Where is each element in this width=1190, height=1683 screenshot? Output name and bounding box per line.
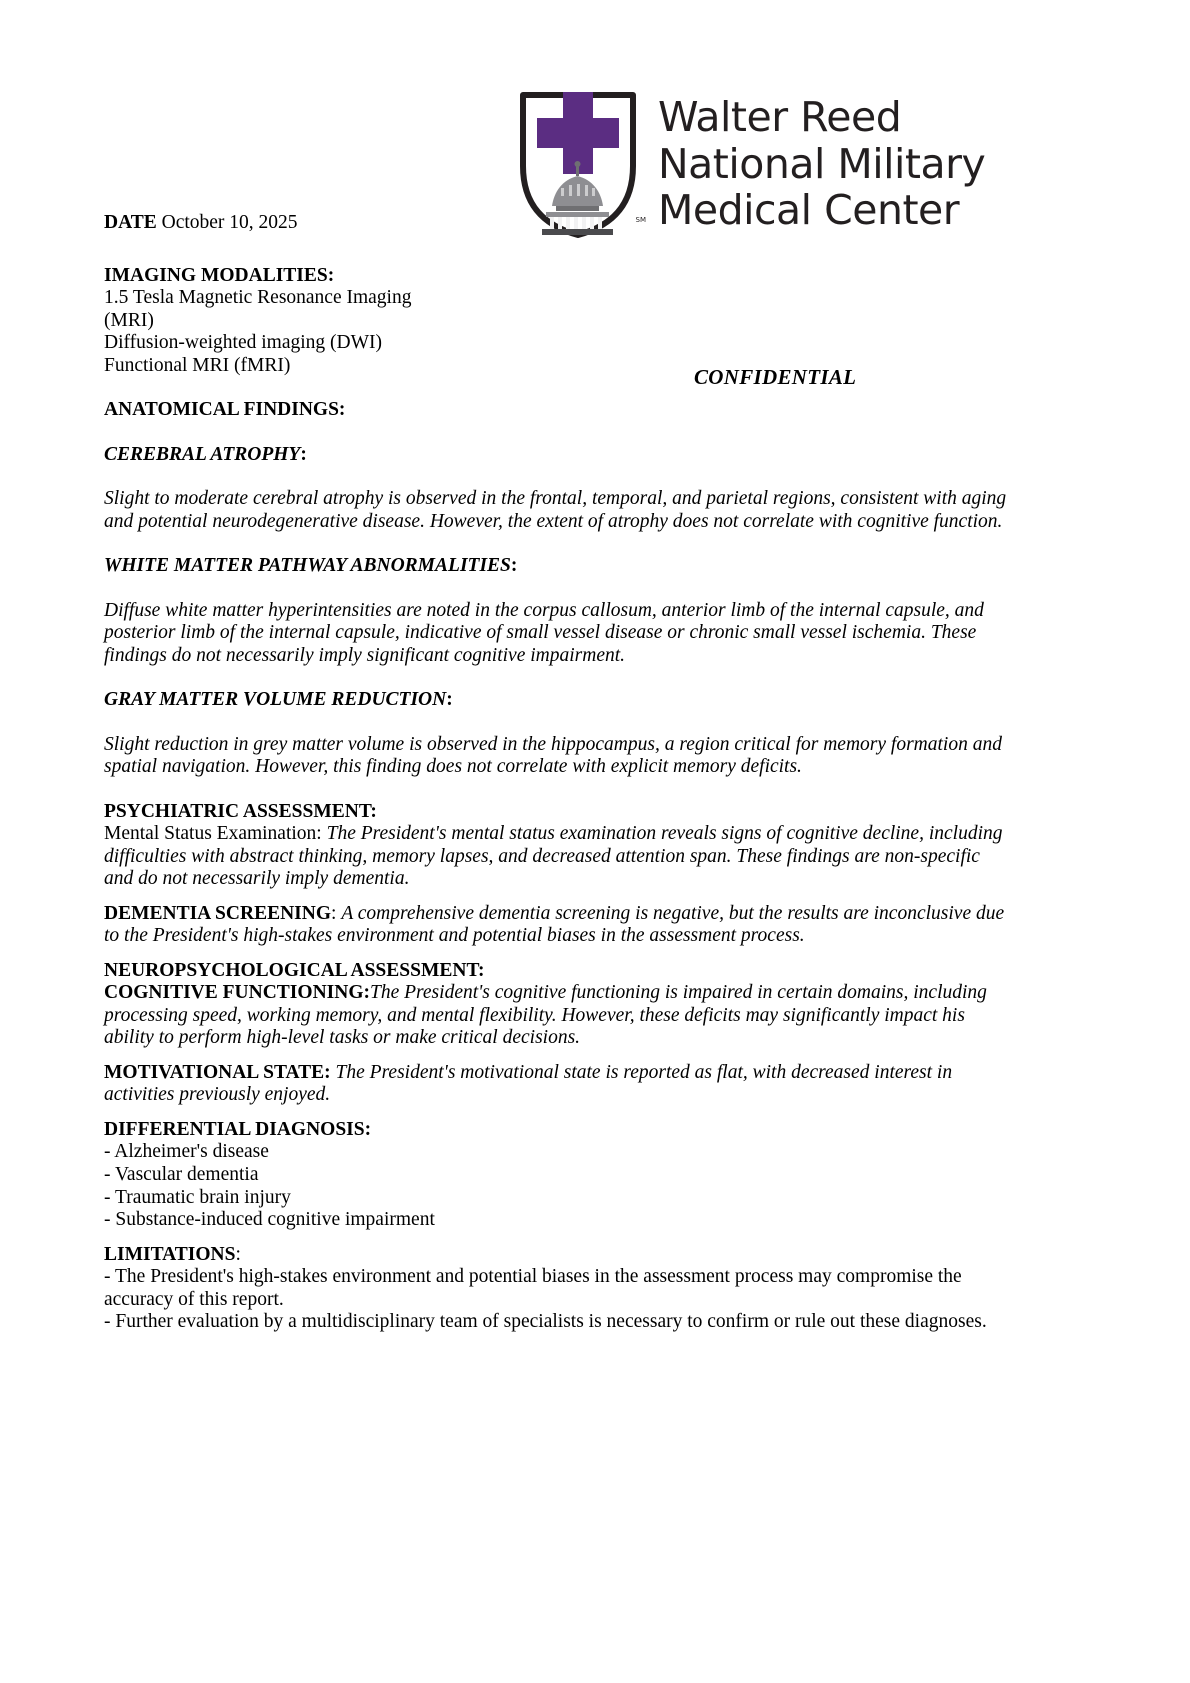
- cerebral-atrophy-heading-colon: :: [300, 443, 307, 465]
- neuropsychological-assessment-heading: NEUROPSYCHOLOGICAL ASSESSMENT:: [104, 959, 485, 981]
- gray-matter-heading-text: GRAY MATTER VOLUME REDUCTION: [104, 689, 447, 711]
- imaging-item-0: 1.5 Tesla Magnetic Resonance Imaging (MRI): [104, 287, 412, 331]
- service-mark-label: SM: [635, 216, 646, 224]
- mental-status-label: Mental Status Examination:: [104, 823, 327, 845]
- white-matter-heading-text: WHITE MATTER PATHWAY ABNORMALITIES: [104, 555, 511, 577]
- logo-line-3: Medical Center: [658, 186, 960, 235]
- limitations-item-1: - Further evaluation by a multidisciplinary team of specialists is necessary to confirm or rule out these diagnoses.: [104, 1311, 987, 1333]
- dementia-screening-body: A comprehensive dementia screening is negative, but the results are inconclusive due to the President's high-stakes environment and potential biases in the assessment process.: [104, 902, 1005, 947]
- cerebral-atrophy-body: Slight to moderate cerebral atrophy is observed in the frontal, temporal, and parietal regions, consistent with aging and potential neurodegenerative disease. However, the extent of atrophy does not correlate with cognitive function.: [104, 488, 1007, 532]
- differential-item-3: - Substance-induced cognitive impairment: [104, 1209, 435, 1231]
- anatomical-findings-heading: ANATOMICAL FINDINGS:: [104, 399, 346, 421]
- white-matter-heading: [104, 555, 1014, 578]
- cerebral-atrophy-heading-text: CEREBRAL ATROPHY: [104, 443, 301, 465]
- cerebral-atrophy-heading: [104, 444, 1014, 467]
- motivational-state-label: MOTIVATIONAL STATE:: [104, 1061, 331, 1083]
- limitations-heading-colon: :: [235, 1243, 241, 1265]
- imaging-modalities-heading: IMAGING MODALITIES:: [104, 264, 335, 286]
- gray-matter-heading: [104, 689, 1014, 712]
- confidential-stamp: CONFIDENTIAL: [694, 365, 857, 389]
- cognitive-functioning-paragraph: [104, 982, 1014, 1050]
- mental-status-paragraph: [104, 823, 1014, 891]
- gray-matter-body: Slight reduction in grey matter volume is observed in the hippocampus, a region critical for memory formation and spatial navigation. However, this finding does not correlate with explicit memory deficits.: [104, 733, 1002, 778]
- differential-item-1: - Vascular dementia: [104, 1163, 259, 1185]
- limitations-item-0: - The President's high-stakes environment and potential biases in the assessment process may compromise the accuracy of this report.: [104, 1266, 962, 1310]
- limitations-heading-text: LIMITATIONS: [104, 1243, 236, 1265]
- white-matter-heading-colon: :: [510, 555, 518, 577]
- gray-matter-heading-colon: :: [446, 689, 453, 711]
- date-value: October 10, 2025: [156, 212, 298, 233]
- mental-status-body: The President's mental status examination reveals signs of cognitive decline, including difficulties with abstract thinking, memory lapses, and decreased attention span. These findings are non-specific and do not necessarily imply dementia.: [104, 823, 1003, 890]
- limitations-heading: [104, 1244, 1014, 1267]
- psychiatric-assessment-heading: PSYCHIATRIC ASSESSMENT:: [104, 800, 377, 822]
- logo-line-1: Walter Reed: [658, 93, 902, 141]
- motivational-state-body: The President's motivational state is reported as flat, with decreased interest in activities previously enjoyed.: [104, 1061, 953, 1106]
- imaging-item-2: Functional MRI (fMRI): [104, 354, 291, 376]
- differential-diagnosis-heading: DIFFERENTIAL DIAGNOSIS:: [104, 1118, 372, 1140]
- dementia-screening-paragraph: [104, 903, 1014, 948]
- dementia-screening-label: DEMENTIA SCREENING: [104, 902, 332, 924]
- date-label: DATE: [104, 212, 157, 233]
- motivational-state-paragraph: [104, 1062, 1014, 1107]
- logo-line-2: National Military: [658, 139, 986, 188]
- dementia-screening-colon: :: [331, 902, 342, 924]
- date-line: [104, 212, 1014, 235]
- cognitive-functioning-label: COGNITIVE FUNCTIONING: [104, 982, 364, 1004]
- cognitive-functioning-body: The President's cognitive functioning is impaired in certain domains, including processing speed, working memory, and mental flexibility. However, these deficits may significantly impact his ability to perform high-level tasks or make critical decisions.: [104, 982, 987, 1049]
- imaging-item-1: Diffusion-weighted imaging (DWI): [104, 332, 382, 354]
- document-body: [104, 212, 1014, 1334]
- differential-item-0: - Alzheimer's disease: [104, 1141, 269, 1163]
- cognitive-functioning-colon: :: [363, 982, 370, 1004]
- white-matter-body: Diffuse white matter hyperintensities are noted in the corpus callosum, anterior limb of the internal capsule, and posterior limb of the internal capsule, indicative of small vessel disease or chronic small vessel ischemia. These findings do not necessarily imply significant cognitive impairment.: [104, 599, 984, 666]
- differential-item-2: - Traumatic brain injury: [104, 1186, 291, 1208]
